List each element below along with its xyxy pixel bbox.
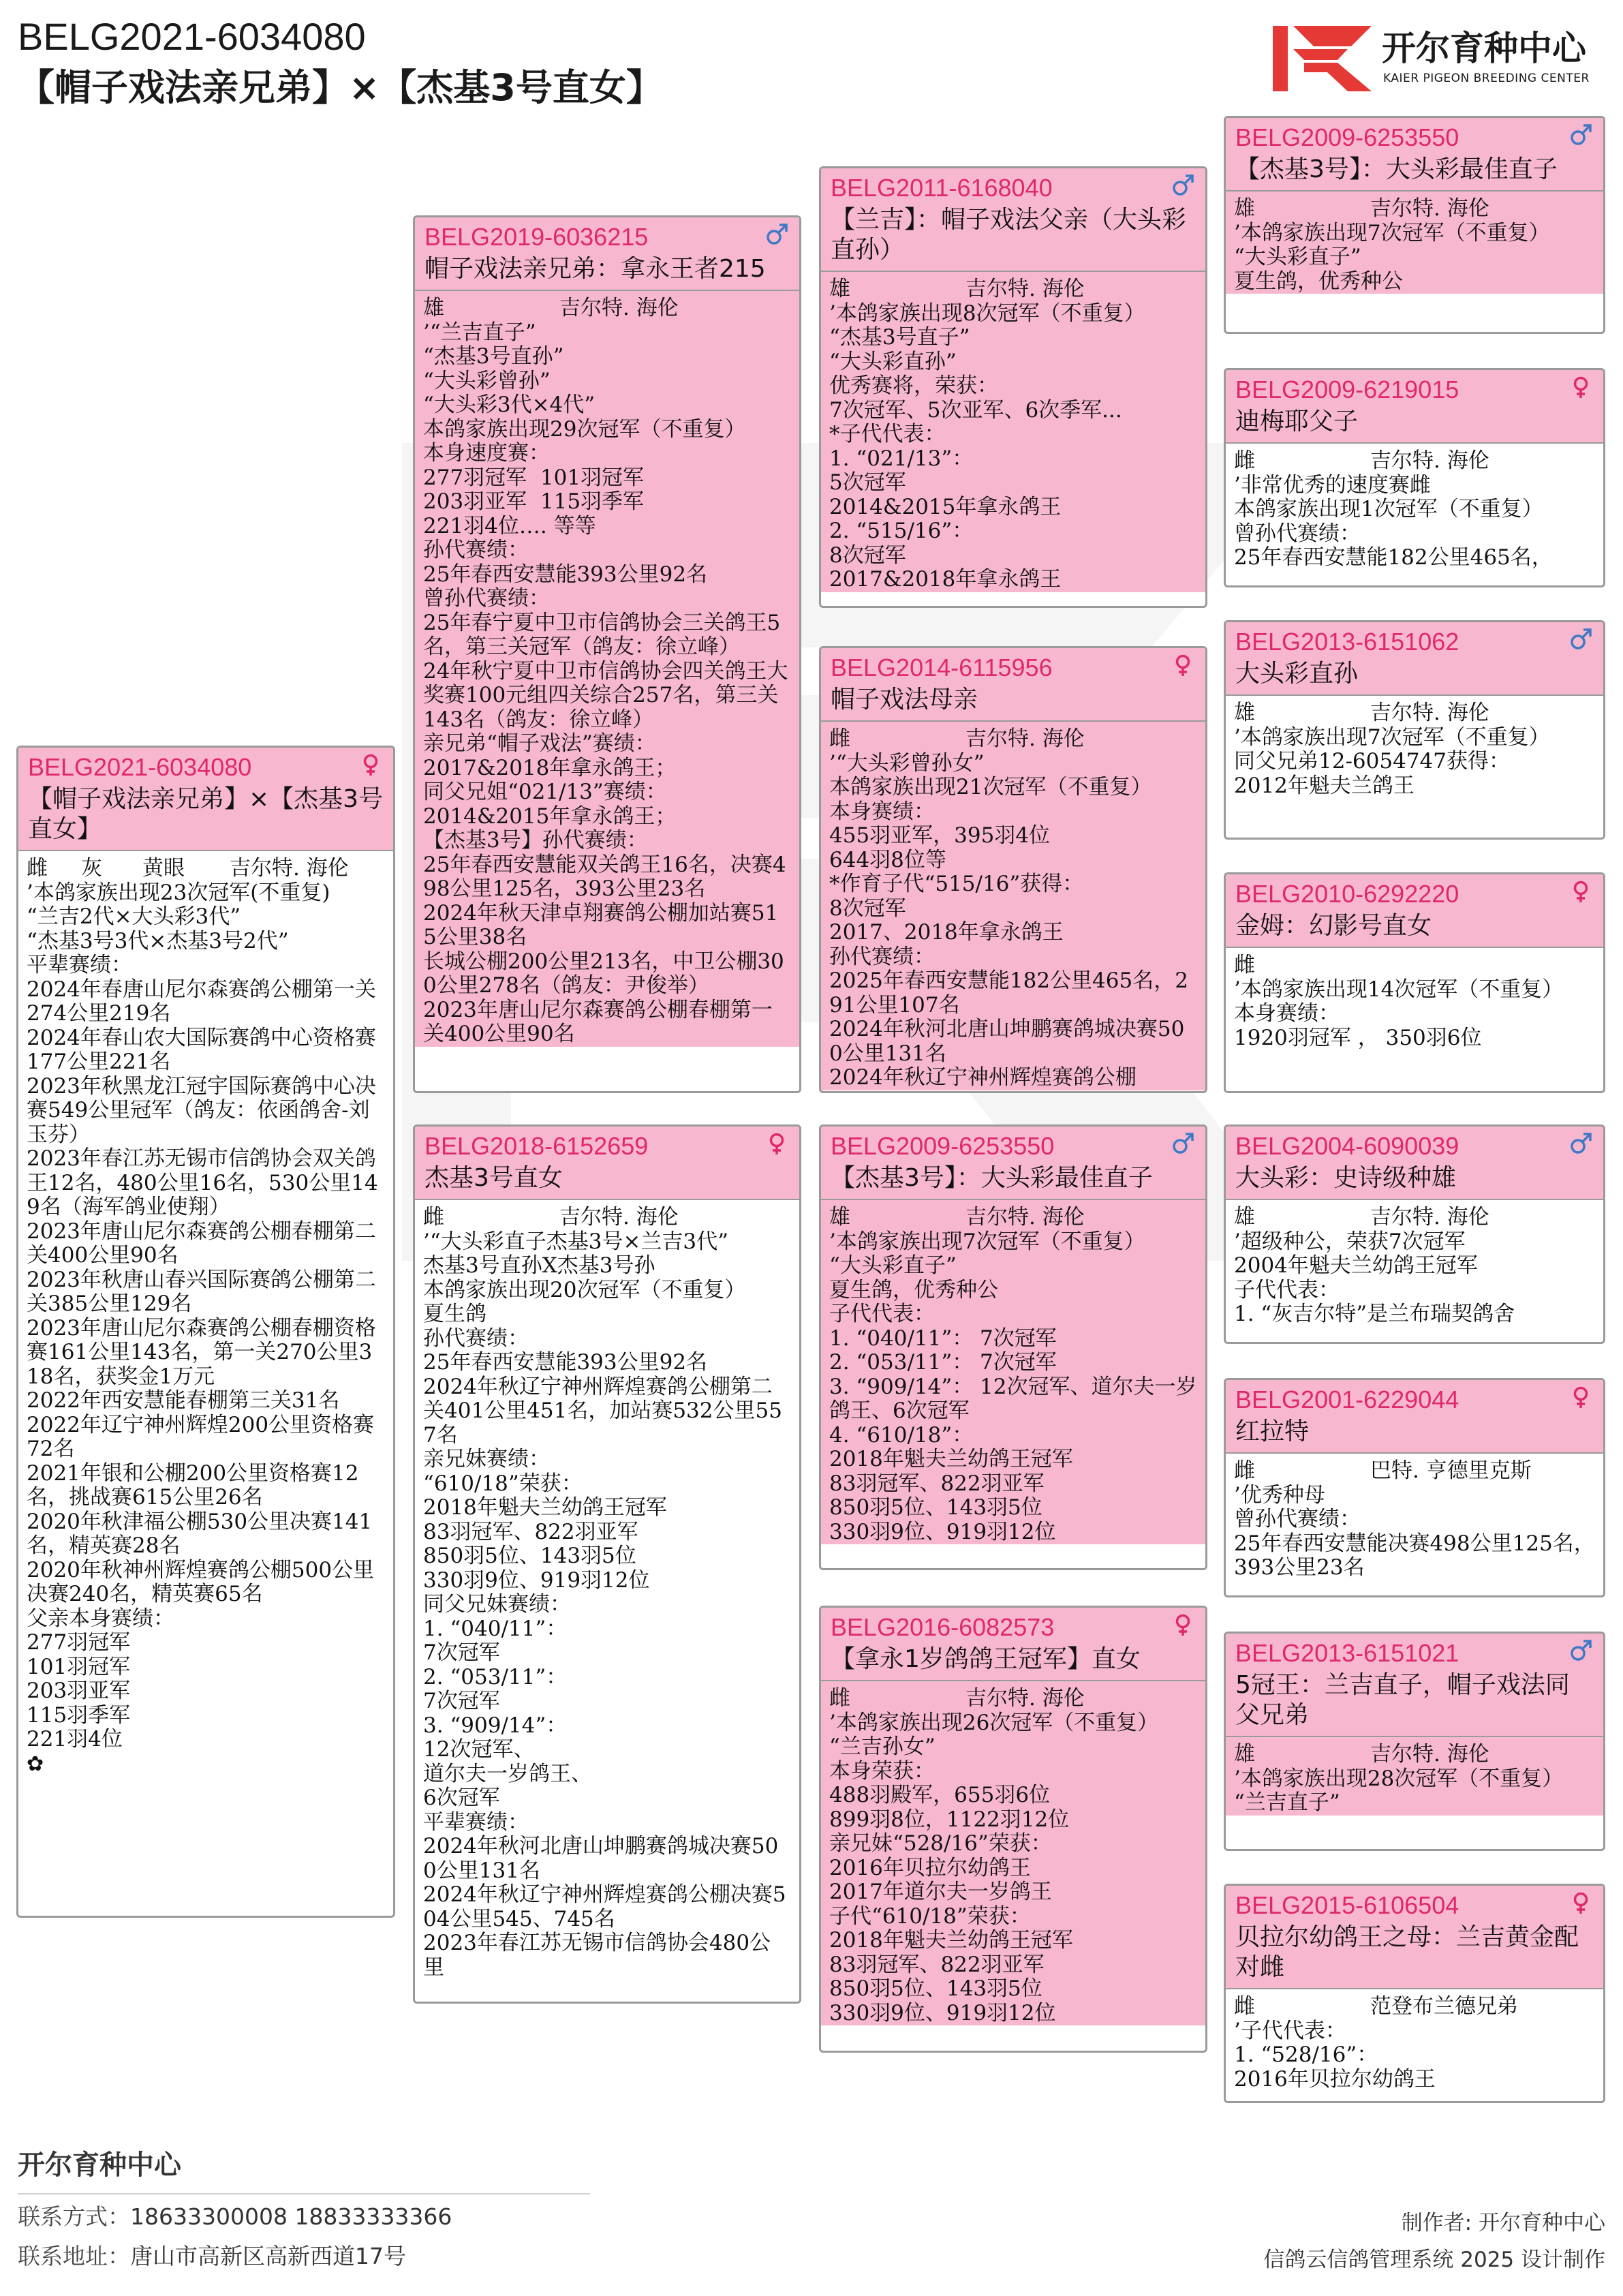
male-symbol-icon [1171,174,1194,197]
sex-label: 雄 [423,296,444,320]
record-line: 83羽冠军、822羽亚军 [423,1519,638,1544]
record-line: 2004年魁夫兰幼鸽王冠军 [1234,1253,1478,1278]
card-header [821,1127,1205,1200]
breeder-label: 吉尔特. 海伦 [1370,1205,1489,1229]
record-line: 曾孙代赛绩： [1234,521,1361,546]
record-line: 1920羽冠军 ， 350羽6位 [1234,1025,1482,1050]
record-line: ’子代代表： [1234,2018,1346,2043]
record-line: 850羽5位、143羽5位 [829,1495,1042,1520]
breeder-label: 吉尔特. 海伦 [1370,196,1489,221]
breeder-label: 吉尔特. 海伦 [1370,1742,1489,1766]
card-body [821,272,1205,592]
flower-mark: ✿ [27,1751,44,1776]
record-line: 5次冠军 [829,470,906,495]
sex-label: 雌 [1234,1458,1255,1483]
pigeon-name: 帽子戏法母亲 [831,686,978,714]
record-line: ’“兰吉直子” [423,320,536,345]
page-title: 【帽子戏法亲兄弟】×【杰基3号直女】 [18,66,663,109]
pigeon-name: 【杰基3号】：大头彩最佳直子 [831,1164,1153,1192]
record-line: 同父兄弟12-6054747获得： [1234,749,1510,774]
pigeon-name: 杰基3号直女 [424,1164,563,1192]
record-line: 7次冠军 [423,1689,500,1713]
breeder-label: 吉尔特. 海伦 [230,856,349,881]
female-symbol-icon [1171,654,1194,677]
record-line: “610/18”荣获： [423,1471,583,1496]
record-line: 2020年秋津福公棚530公里决赛141名，精英赛28名 [27,1509,373,1558]
record-line: ’本鸽家族出现26次冠军（不重复） [829,1710,1159,1735]
footer-contact [18,2203,452,2231]
record-line: 孙代赛绩： [423,1326,529,1351]
card-body [1226,192,1603,294]
record-line: ’本鸽家族出现7次冠军（不重复） [1234,724,1550,750]
pigeon-meta [1234,953,1595,978]
record-line: 330羽9位、919羽12位 [829,2000,1056,2025]
card-body [415,1200,799,1980]
pedigree-card-sire-dam[interactable] [819,646,1207,1093]
record-line: 25年春西安慧能393公里92名 [423,1350,708,1375]
pigeon-name: 迪梅耶父子 [1235,408,1359,435]
card-body [1226,948,1603,1050]
card-header [1226,1127,1603,1200]
record-line: 平辈赛绩： [27,953,132,977]
pedigree-card-sire-sire-sire[interactable] [1224,116,1605,334]
record-line: 曾孙代赛绩： [423,586,550,611]
record-line: ’优秀种母 [1234,1482,1325,1507]
pigeon-name: 金姆：幻影号直女 [1235,912,1432,940]
ring-number: BELG2016-6082573 [831,1613,1055,1641]
record-line: 8次冠军 [829,542,906,568]
card-header [1226,370,1603,444]
record-line: 亲兄妹赛绩： [423,1447,550,1471]
record-line: “杰基3号直子” [829,325,970,350]
ring-number: BELG2015-6106504 [1235,1891,1459,1919]
record-line: 2017、2018年拿永鸽王 [829,920,1064,945]
record-line: 2023年春江苏无锡市信鸽协会双关鸽王12名，480公里16名，530公里149名（海军鸽业使翔） [27,1146,378,1219]
record-line: *作育子代“515/16”获得： [829,872,1084,896]
card-body [1226,1737,1603,1816]
record-line: 25年春宁夏中卫市信鸽协会三关鸽王5名，第三关冠军（鸽友：徐立峰） [423,610,781,659]
breeder-label: 吉尔特. 海伦 [559,1205,679,1229]
pigeon-name: 红拉特 [1235,1418,1310,1445]
breeder-label: 吉尔特. 海伦 [965,726,1085,751]
pedigree-card-dam-dam[interactable] [819,1606,1207,2053]
pedigree-card-dam-dam-sire[interactable] [1224,1632,1605,1851]
sex-label: 雄 [829,277,850,301]
record-line: 优秀赛将，荣获： [829,373,998,398]
sex-label: 雌 [829,1686,850,1711]
record-line: “杰基3号3代×杰基3号2代” [27,928,289,953]
record-line: “大头彩直孙” [829,349,957,374]
card-header [821,168,1205,272]
sex-label: 雄 [829,1205,850,1229]
record-line: 644羽8位等 [829,847,946,872]
record-line: 2022年西安慧能春棚第三关31名 [27,1388,340,1413]
female-symbol-icon [359,753,382,776]
record-line: ’本鸽家族出现7次冠军（不重复） [829,1229,1145,1254]
record-line: 2024年秋辽宁神州辉煌赛鸽公棚第二关401公里451名，加站赛532公里557名 [423,1374,782,1448]
sex-label: 雌 [423,1205,444,1229]
record-line: 本身速度赛： [423,441,550,465]
record-line: 2024年秋辽宁神州辉煌赛鸽公棚决赛504公里545、745名 [423,1882,786,1931]
record-line: 25年春西安慧能182公里465名， [1234,545,1553,570]
footer-divider [18,2193,590,2194]
breeder-label: 吉尔特. 海伦 [965,277,1085,301]
card-body [821,1200,1205,1544]
ring-number: BELG2004-6090039 [1235,1132,1459,1160]
ring-number: BELG2011-6168040 [831,174,1053,202]
record-line: ’本鸽家族出现14次冠军（不重复） [1234,977,1564,1002]
record-line: 899羽8位，1122羽12位 [829,1807,1070,1832]
pigeon-meta [829,277,1197,302]
sex-label: 雄 [1234,701,1255,725]
card-header [1226,1634,1603,1737]
record-line: 2014&2015年拿永鸽王 [829,494,1062,519]
ring-number: BELG2013-6151021 [1235,1639,1459,1667]
breeder-label: 吉尔特. 海伦 [965,1205,1085,1229]
record-line: “大头彩直子” [1234,245,1361,269]
record-line: 1. “040/11”： 7次冠军 [829,1326,1057,1351]
record-line: 子代代表： [829,1302,935,1326]
record-line: 850羽5位、143羽5位 [829,1976,1042,2001]
breeder-label: 吉尔特. 海伦 [1370,448,1489,473]
record-line: 2014&2015年拿永鸽王； [423,803,677,829]
pigeon-meta [1234,449,1595,474]
card-header [18,748,393,851]
record-line: ’非常优秀的速度赛雌 [1234,472,1431,498]
record-line: 2024年春山农大国际赛鸽中心资格赛177公里221名 [27,1025,376,1074]
record-line: *子代代表： [829,422,946,446]
sex-label: 雌 [829,726,850,751]
record-line: 平辈赛绩： [423,1809,529,1835]
record-line: 夏生鸽，优秀种公 [1234,269,1403,294]
record-line: 2021年银和公棚200公里资格赛12名，挑战赛615公里26名 [27,1460,359,1510]
record-line: 本鸽家族出现29次冠军（不重复） [423,416,746,442]
record-line: 夏生鸽 [423,1302,486,1326]
record-line: 277羽冠军 101羽冠军 [423,465,645,490]
pigeon-meta [1234,701,1595,726]
record-line: 115羽季军 [27,1702,131,1728]
card-body [1226,696,1603,798]
record-line: 7次冠军 [423,1640,500,1665]
card-body [18,851,393,1777]
record-line: 子代“610/18”荣获： [829,1903,1031,1929]
card-header [1226,622,1603,696]
logo-name-cn: 开尔育种中心 [1382,29,1586,68]
contact-label: 联系方式： [18,2203,130,2230]
record-line: 同父兄姐“021/13”赛绩： [423,780,667,804]
card-body [1226,444,1603,570]
record-line: 2018年魁夫兰幼鸽王冠军 [829,1928,1073,1953]
sex-label: 雄 [1234,196,1255,221]
ring-number: BELG2013-6151062 [1235,628,1459,656]
record-line: ’本鸽家族出现28次冠军（不重复） [1234,1766,1564,1791]
pigeon-meta [1234,1995,1595,2019]
record-line: 本身荣获： [829,1758,935,1784]
record-line: 25年春西安慧能393公里92名 [423,562,708,587]
record-line: 488羽殿军，655羽6位 [829,1783,1051,1807]
card-header [821,1608,1205,1681]
pigeon-name: 大头彩直孙 [1235,660,1359,688]
pedigree-card-sire-dam-dam[interactable] [1224,872,1605,1093]
record-line: ’本鸽家族出现7次冠军（不重复） [1234,220,1550,245]
card-header [821,648,1205,722]
male-symbol-icon [765,223,788,246]
female-symbol-icon [1569,880,1592,903]
record-line: 本身赛绩： [829,799,935,824]
record-line: 1. “021/13”： [829,446,974,471]
footer-address [18,2242,406,2271]
record-line: 2017&2018年拿永鸽王； [423,755,677,780]
breeder-label: 范登布兰德兄弟 [1370,1994,1518,2019]
record-line: 本身赛绩： [1234,1001,1340,1026]
record-line: 7次冠军、5次亚军、6次季军... [829,397,1122,423]
record-line: 2023年唐山尼尔森赛鸽公棚春棚资格赛161公里143名，第一关270公里318名，获奖金1万元 [27,1315,376,1389]
breeder-label: 巴特. 亨德里克斯 [1370,1458,1532,1483]
male-symbol-icon [1569,628,1592,651]
card-header [415,217,799,291]
breeder-label: 吉尔特. 海伦 [559,296,679,320]
ring-number: BELG2019-6036215 [424,223,649,251]
record-line: 本鸽家族出现21次冠军（不重复） [829,775,1152,799]
male-symbol-icon [1569,1132,1592,1155]
record-line: 221羽4位…. 等等 [423,513,596,538]
record-line: 1. “528/16”： [1234,2042,1378,2067]
record-line: 2. “515/16”： [829,519,974,543]
record-line: 子代代表： [1234,1277,1340,1302]
record-line: ’本鸽家族出现23次冠军(不重复) [27,880,330,905]
record-line: “兰吉孙女” [829,1734,936,1759]
card-body [821,1681,1205,2025]
record-line: 2012年魁夫兰鸽王 [1234,773,1415,798]
female-symbol-icon [765,1132,788,1155]
logo-name-en: KAIER PIGEON BREEDING CENTER [1383,72,1590,85]
card-body [415,291,799,1047]
pedigree-card-dam-sire-dam[interactable] [1224,1378,1605,1597]
record-line: 1. “灰吉尔特”是兰布瑞契鸽舍 [1234,1302,1515,1326]
pedigree-card-subject[interactable] [16,746,395,1918]
pedigree-card-sire-sire-dam[interactable] [1224,368,1605,587]
record-line: 4. “610/18”： [829,1422,974,1448]
pigeon-meta [1234,1459,1595,1484]
pigeon-name: 【杰基3号】：大头彩最佳直子 [1235,155,1558,183]
record-line: 2. “053/11”： [423,1664,568,1689]
record-line: “大头彩3代×4代” [423,393,596,417]
record-line: 道尔夫一岁鸽王、 [423,1761,592,1786]
record-line: 8次冠军 [829,896,906,921]
breeder-label: 吉尔特. 海伦 [965,1686,1085,1711]
ring-number: BELG2001-6229044 [1235,1386,1459,1413]
card-header [415,1127,799,1200]
record-line: 25年春西安慧能双关鸽王16名，决赛498公里125名，393公里23名 [423,852,786,901]
pigeon-meta [27,857,385,881]
footer-system: 信鸽云信鸽管理系统 2025 设计制作 [1263,2248,1605,2272]
male-symbol-icon [1569,123,1592,147]
pedigree-card-dam-sire-sire[interactable] [1224,1124,1605,1344]
record-line: 亲兄弟“帽子戏法”赛绩： [423,731,656,756]
record-line: 2023年唐山尼尔森赛鸽公棚春棚第一关400公里90名 [423,997,773,1046]
record-line: 亲兄妹“528/16”荣获： [829,1831,1052,1856]
record-line: 2023年秋唐山春兴国际赛鸽公棚第二关385公里129名 [27,1267,376,1316]
record-line: 6次冠军 [423,1786,500,1810]
pigeon-name: 贝拉尔幼鸽王之母：兰吉黄金配对雌 [1235,1923,1579,1981]
record-line: 2023年唐山尼尔森赛鸽公棚春棚第二关400公里90名 [27,1219,376,1268]
record-line: 2024年秋天津卓翔赛鸽公棚加站赛515公里38名 [423,900,779,949]
ring-number: BELG2009-6253550 [831,1132,1055,1160]
ring-number: BELG2009-6219015 [1235,376,1459,403]
address-label: 联系地址： [18,2243,130,2269]
brand-logo [1273,26,1607,93]
record-line: 同父兄妹赛绩： [423,1592,571,1617]
pigeon-meta [423,1206,791,1230]
pigeon-name: 帽子戏法亲兄弟：拿永王者215 [424,255,766,283]
pigeon-name: 【帽子戏法亲兄弟】×【杰基3号直女】 [28,785,384,843]
record-line: 25年春西安慧能决赛498公里125名，393公里23名 [1234,1531,1595,1580]
card-body [821,722,1205,1090]
footer-maker: 制作者: 开尔育种中心 [1401,2211,1605,2235]
pigeon-meta [423,296,791,321]
ring-number: BELG2009-6253550 [1235,123,1459,151]
record-line: “兰吉直子” [1234,1790,1340,1815]
footer-center-name: 开尔育种中心 [18,2149,181,2181]
record-line: 长城公棚200公里213名，中卫公棚300公里278名（鸽友：尹俊举） [423,949,784,998]
pedigree-card-sire-dam-sire[interactable] [1224,620,1605,840]
record-line: 3. “909/14”： [423,1713,568,1738]
record-line: 24年秋宁夏中卫市信鸽协会四关鸽王大奖赛100元组四关综合257名，第三关143名（鸽友：徐立峰） [423,658,788,732]
record-line: 【杰基3号】孙代赛绩： [423,828,648,853]
male-symbol-icon [1569,1639,1592,1662]
record-line: 83羽冠军、822羽亚军 [829,1471,1045,1496]
logo-k-icon [1273,26,1372,91]
record-line: 2025年春西安慧能182公里465名，291公里107名 [829,968,1188,1017]
record-line: 2017年道尔夫一岁鸽王 [829,1880,1052,1904]
pedigree-card-sire-sire[interactable] [819,166,1207,608]
ring-number: BELG2021-6034080 [28,753,252,781]
sex-label: 雌 [1234,1994,1255,2019]
record-line: “杰基3号直孙” [423,344,564,369]
color-label: 灰 [81,856,102,881]
pedigree-card-dam-sire[interactable] [819,1124,1207,1570]
female-symbol-icon [1569,1386,1592,1409]
male-symbol-icon [1171,1132,1194,1155]
pigeon-meta [1234,197,1595,221]
page-ring-number: BELG2021-6034080 [18,15,366,58]
record-line: 83羽冠军、822羽亚军 [829,1952,1045,1977]
pigeon-meta [829,727,1197,752]
record-line: 203羽亚军 [27,1679,131,1703]
record-line: 221羽4位 [27,1727,123,1751]
record-line: 1. “040/11”： [423,1616,568,1641]
contact-phone[interactable]: 18633300008 18833333366 [130,2203,452,2230]
address-value: 唐山市高新区高新西道17号 [130,2243,406,2269]
record-line: 203羽亚军 115羽季军 [423,489,645,514]
sex-label: 雌 [1234,953,1255,977]
record-line: 330羽9位、919羽12位 [829,1519,1056,1544]
record-line: 本鸽家族出现20次冠军（不重复） [423,1277,746,1302]
card-header [1226,1886,1603,1989]
pigeon-meta [829,1687,1197,1711]
record-line: 101羽冠军 [27,1654,131,1679]
record-line: 2018年魁夫兰幼鸽王冠军 [423,1495,667,1520]
record-line: 2023年春江苏无锡市信鸽协会480公里 [423,1931,771,1980]
card-body [1226,1989,1603,2092]
record-line: 2016年贝拉尔幼鸽王 [1234,2066,1436,2092]
record-line: 2020年秋神州辉煌赛鸽公棚500公里决赛240名，精英赛65名 [27,1557,375,1606]
record-line: 孙代赛绩： [423,538,529,562]
eye-label: 黄眼 [142,856,185,881]
card-body [1226,1454,1603,1580]
card-header [1226,1380,1603,1454]
record-line: 3. “909/14”： 12次冠军、道尔夫一岁鸽王、6次冠军 [829,1374,1197,1423]
ring-number: BELG2014-6115956 [831,654,1053,682]
pedigree-card-dam-dam-dam[interactable] [1224,1884,1605,2103]
sex-label: 雄 [1234,1205,1255,1229]
card-body [1226,1200,1603,1327]
record-line: 2018年魁夫兰幼鸽王冠军 [829,1447,1073,1471]
sex-label: 雄 [1234,1742,1255,1766]
ring-number: BELG2018-6152659 [424,1132,649,1160]
record-line: ’“大头彩直子杰基3号×兰吉3代” [423,1229,728,1254]
record-line: 本鸽家族出现1次冠军（不重复） [1234,497,1543,521]
ring-number: BELG2010-6292220 [1235,880,1459,908]
female-symbol-icon [1569,1891,1592,1914]
record-line: “大头彩直子” [829,1253,957,1278]
record-line: 330羽9位、919羽12位 [423,1567,650,1593]
pigeon-name: 大头彩：史诗级种雄 [1235,1164,1457,1192]
record-line: 2017&2018年拿永鸽王 [829,567,1062,592]
record-line: “大头彩曾孙” [423,368,551,393]
record-line: 850羽5位、143羽5位 [423,1544,636,1568]
record-line: 2016年贝拉尔幼鸽王 [829,1855,1031,1880]
record-line: 2024年秋河北唐山坤鹏赛鸽城决赛500公里131名 [829,1017,1185,1066]
record-line: 2. “053/11”： 7次冠军 [829,1350,1057,1375]
sex-label: 雌 [27,856,48,881]
record-line: 2022年辽宁神州辉煌200公里资格赛72名 [27,1412,375,1461]
pedigree-card-sire[interactable] [413,215,801,1093]
record-line: 2023年秋黑龙江冠宇国际赛鸽中心决赛549公里冠军（鸽友：依函鸽舍-刘玉芬） [27,1073,376,1147]
record-line: 455羽亚军，395羽4位 [829,823,1051,848]
record-line: 277羽冠军 [27,1630,131,1655]
pigeon-meta [1234,1206,1595,1230]
record-line: 曾孙代赛绩： [1234,1507,1361,1531]
pigeon-name: 5冠王：兰吉直子，帽子戏法同父兄弟 [1235,1671,1570,1729]
record-line: ’本鸽家族出现8次冠军（不重复） [829,301,1145,326]
record-line: 2024年春唐山尼尔森赛鸽公棚第一关274公里219名 [27,977,376,1026]
pigeon-meta [1234,1743,1595,1767]
female-symbol-icon [1569,376,1592,399]
record-line: 12次冠军、 [423,1737,535,1762]
record-line: 杰基3号直孙X杰基3号孙 [423,1253,655,1278]
pigeon-name: 【兰吉】：帽子戏法父亲（大头彩直孙） [831,206,1187,264]
female-symbol-icon [1171,1613,1194,1636]
card-header [1226,118,1603,192]
record-line: “兰吉2代×大头彩3代” [27,904,241,929]
sex-label: 雌 [1234,448,1255,473]
record-line: 父亲本身赛绩： [27,1606,174,1631]
pigeon-meta [829,1206,1197,1230]
record-line: ’“大头彩曾孙女” [829,750,985,776]
record-line: 夏生鸽，优秀种公 [829,1277,998,1302]
record-line: ’超级种公，荣获7次冠军 [1234,1229,1466,1254]
breeder-label: 吉尔特. 海伦 [1370,701,1489,725]
card-header [1226,874,1603,948]
record-line: 2024年秋河北唐山坤鹏赛鸽城决赛500公里131名 [423,1834,779,1883]
pedigree-card-dam[interactable] [413,1124,801,2004]
record-line: 2024年秋辽宁神州辉煌赛鸽公棚 [829,1065,1137,1090]
pigeon-name: 【拿永1岁鸽鸽王冠军】直女 [831,1645,1141,1673]
record-line: 孙代赛绩： [829,944,935,969]
